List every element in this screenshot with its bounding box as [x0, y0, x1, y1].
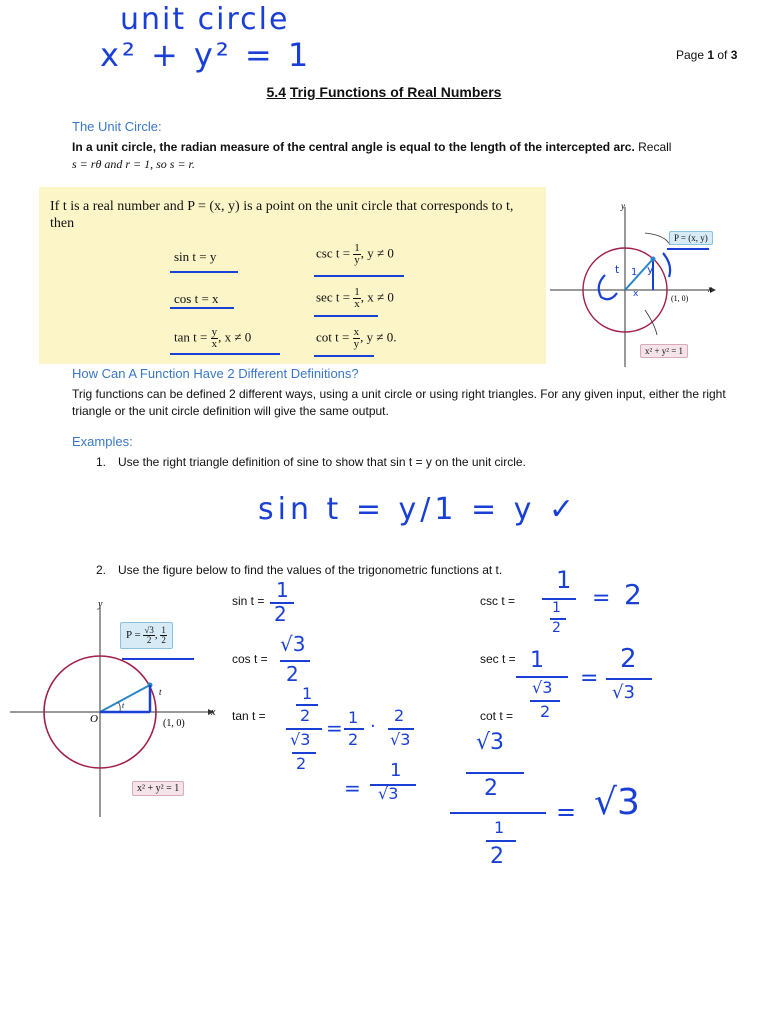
hw-tan-d: 2 [296, 754, 307, 773]
hw-tan-eq1: = [326, 716, 343, 740]
fig1-hw-x: x [633, 289, 639, 299]
hw-sec-bot: 2 [540, 702, 551, 721]
fig1-y-label: y [621, 201, 625, 211]
hw-csc-ans: 2 [624, 578, 642, 611]
fig1-x-label: x [708, 284, 712, 294]
hw-tan-eq2: = [344, 776, 361, 800]
examples-heading: Examples: [72, 434, 133, 449]
hw-tan-f: 2 [348, 730, 359, 749]
hw-sin-den: 2 [274, 602, 287, 626]
hw-cot-top: √3 [476, 730, 505, 755]
hw-tan-a: 1 [302, 684, 313, 703]
csc-definition: csc t = $\frac{1}{y}$ , y ≠ 0 [316, 242, 394, 266]
fig1-hw-y: y [647, 263, 654, 276]
hw-tan-h: √3 [390, 730, 411, 749]
definition-intro: If t is a real number and P = (x, y) is a point on the unit circle that corresponds to t, then [50, 199, 514, 231]
cot-definition: cot t = $\frac{x}{y}$ , y ≠ 0. [316, 326, 397, 350]
hw-tan-i: 1 [390, 760, 402, 781]
fig2-t-angle: t [122, 701, 125, 710]
page-title: 5.4 Trig Functions of Real Numbers [266, 84, 502, 100]
cos-definition: cos t = x [174, 291, 219, 306]
hw-sin-num: 1 [276, 578, 289, 602]
fig2-equation: x² + y² = 1 [132, 781, 184, 796]
tan-definition: tan t = $\frac{y}{x}$ , x ≠ 0 [174, 326, 252, 350]
ex2-cos-label: cos t = [232, 652, 268, 666]
hw-csc-bot: 2 [552, 620, 561, 636]
hw-cot-mid: 2 [484, 776, 498, 801]
definition-box [39, 187, 546, 364]
fig2-origin: O [90, 713, 98, 725]
hw-csc-eq: = [592, 586, 611, 611]
fig1-hw-one: 1 [631, 267, 638, 278]
example-2-number: 2. [96, 563, 107, 577]
ex2-sin-label: sin t = [232, 594, 265, 608]
hw-sec-ans-den: √3 [612, 682, 635, 703]
hw-cos-num: √3 [280, 632, 306, 656]
page-number: Page 1 of 3 [676, 48, 738, 62]
hw-cos-den: 2 [286, 662, 299, 686]
fig1-equation: x² + y² = 1 [640, 344, 688, 358]
ex2-tan-label: tan t = [232, 709, 266, 723]
fig2-point-label: P = $\frac{√3}{2}$ , $\frac{1}{2}$ [120, 622, 173, 649]
hw-tan-e: 1 [348, 708, 359, 727]
fig2-y-label: y [98, 599, 103, 610]
fig2-x-label: x [211, 707, 216, 718]
sin-definition: sin t = y [174, 249, 217, 264]
example-2-text: Use the figure below to find the values of the trigonometric functions at t. [118, 563, 503, 577]
ex2-csc-label: csc t = [480, 594, 516, 608]
example-1-text: Use the right triangle definition of sine to show that sin t = y on the unit circle. [118, 455, 526, 469]
unit-circle-figure-2 [8, 595, 228, 820]
fig1-one-zero: (1, 0) [671, 294, 689, 303]
definitions-text: Trig functions can be defined 2 different ways, using a unit circle or using right triangles. For any given input, either the right triangle or the unit circle definition will give the same output. [72, 387, 726, 418]
hw-cot-bot: 2 [490, 844, 504, 869]
handwritten-equation: x² + y² = 1 [100, 36, 312, 74]
unit-circle-heading: The Unit Circle: [72, 119, 162, 134]
definitions-heading: How Can A Function Have 2 Different Definitions? [72, 366, 359, 381]
fig1-hw-t: t [615, 263, 620, 276]
hw-csc-mid: 1 [552, 600, 561, 616]
example-1-work: sin t = y/1 = y ✓ [258, 492, 579, 527]
hw-sec-ans-num: 2 [620, 644, 637, 674]
example-1-number: 1. [96, 455, 107, 469]
ex2-cot-label: cot t = [480, 709, 514, 723]
hw-cot-eq: = [556, 798, 577, 826]
sec-definition: sec t = $\frac{1}{x}$ , x ≠ 0 [316, 286, 394, 310]
hw-tan-g: 2 [394, 706, 405, 725]
hw-cot-low: 1 [494, 818, 505, 837]
hw-tan-j: √3 [378, 784, 399, 803]
hw-cot-ans: √3 [594, 782, 640, 823]
ex2-sec-label: sec t = [480, 652, 516, 666]
fig2-one-zero: (1, 0) [163, 718, 185, 729]
hw-sec-top: 1 [530, 648, 544, 673]
hw-sec-mid: √3 [532, 678, 553, 697]
hw-csc-top: 1 [556, 566, 572, 594]
hw-sec-eq: = [580, 666, 599, 691]
handwritten-unit-circle: unit circle [120, 2, 290, 37]
fig1-point-label: P = (x, y) [669, 231, 713, 245]
unit-circle-text: In a unit circle, the radian measure of the central angle is equal to the length of the intercepted arc. Recall s = rθ and r = 1, so s = r. [72, 140, 672, 171]
hw-tan-c: √3 [290, 730, 311, 749]
hw-tan-b: 2 [300, 706, 311, 725]
hw-tan-dot: · [370, 716, 376, 737]
fig2-t-label: t [159, 687, 162, 697]
